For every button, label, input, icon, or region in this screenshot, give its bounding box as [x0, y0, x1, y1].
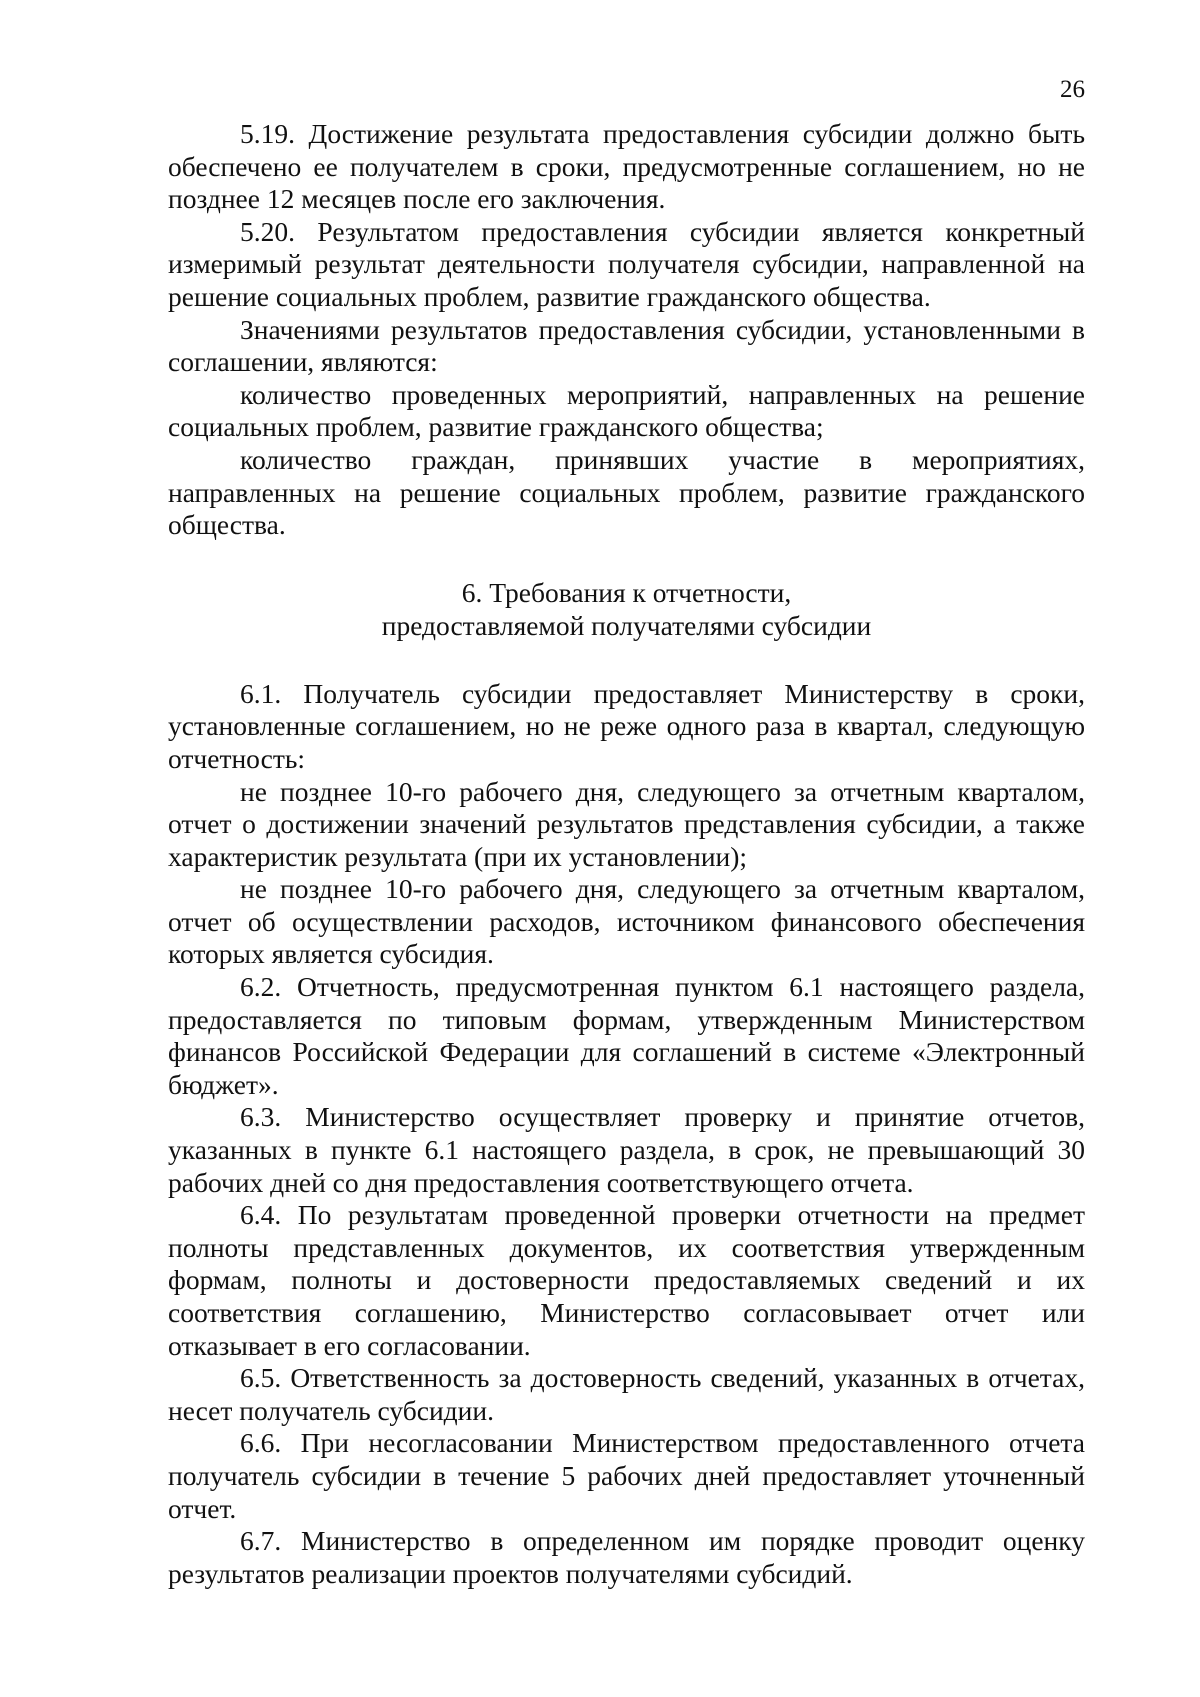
paragraph-5-19: 5.19. Достижение результата предоставления субсидии должно быть обеспечено ее получателем в сроки, предусмотренные соглашением, но не позднее 12 месяцев после его заключения. — [168, 118, 1085, 215]
section-6-heading — [168, 576, 1085, 642]
paragraph-6-4: 6.4. По результатам проведенной проверки отчетности на предмет полноты представленных документов, их соответствия утвержденным формам, полноты и достоверности предоставляемых сведений и их соответствия соглашению, Министерство согласовывает отчет или отказывает в его согласовании. — [168, 1199, 1085, 1361]
paragraph-6-3: 6.3. Министерство осуществляет проверку и принятие отчетов, указанных в пункте 6.1 настоящего раздела, в срок, не превышающий 30 рабочих дней со дня предоставления соответствующего отчета. — [168, 1101, 1085, 1198]
paragraph-6-6: 6.6. При несогласовании Министерством предоставленного отчета получатель субсидии в течение 5 рабочих дней предоставляет уточненный отчет. — [168, 1427, 1085, 1524]
paragraph-6-2: 6.2. Отчетность, предусмотренная пунктом 6.1 настоящего раздела, предоставляется по типовым формам, утвержденным Министерством финансов Российской Федерации для соглашений в системе «Электронный бюджет». — [168, 971, 1085, 1100]
section-6-heading-line-1: 6. Требования к отчетности, — [461, 576, 792, 608]
paragraph-6-7: 6.7. Министерство в определенном им порядке проводит оценку результатов реализации проектов получателями субсидий. — [168, 1525, 1085, 1589]
paragraph-6-1-item-1: не позднее 10-го рабочего дня, следующего за отчетным кварталом, отчет о достижении значений результатов представления субсидии, а также характеристик результата (при их установлении); — [168, 775, 1085, 872]
paragraph-5-20: 5.20. Результатом предоставления субсидии является конкретный измеримый результат деятельности получателя субсидии, направленной на решение социальных проблем, развитие гражданского общества. — [168, 215, 1085, 312]
paragraph-6-1-item-2: не позднее 10-го рабочего дня, следующего за отчетным кварталом, отчет об осуществлении расходов, источником финансового обеспечения которых является субсидия. — [168, 873, 1085, 970]
paragraph-events-count: количество проведенных мероприятий, направленных на решение социальных проблем, развитие гражданского общества; — [168, 378, 1085, 443]
paragraph-participants-count: количество граждан, принявших участие в мероприятиях, направленных на решение социальных проблем, развитие гражданского общества. — [168, 443, 1085, 541]
paragraph-6-1: 6.1. Получатель субсидии предоставляет Министерству в сроки, установленные соглашением, но не реже одного раза в квартал, следующую отчетность: — [168, 677, 1085, 774]
paragraph-6-5: 6.5. Ответственность за достоверность сведений, указанных в отчетах, несет получатель субсидии. — [168, 1362, 1085, 1426]
section-6-heading-line-2: предоставляемой получателями субсидии — [381, 609, 872, 641]
paragraph-result-values: Значениями результатов предоставления субсидии, установленными в соглашении, являются: — [168, 313, 1085, 378]
page-number: 26 — [1060, 76, 1085, 103]
document-body — [168, 118, 1085, 1590]
